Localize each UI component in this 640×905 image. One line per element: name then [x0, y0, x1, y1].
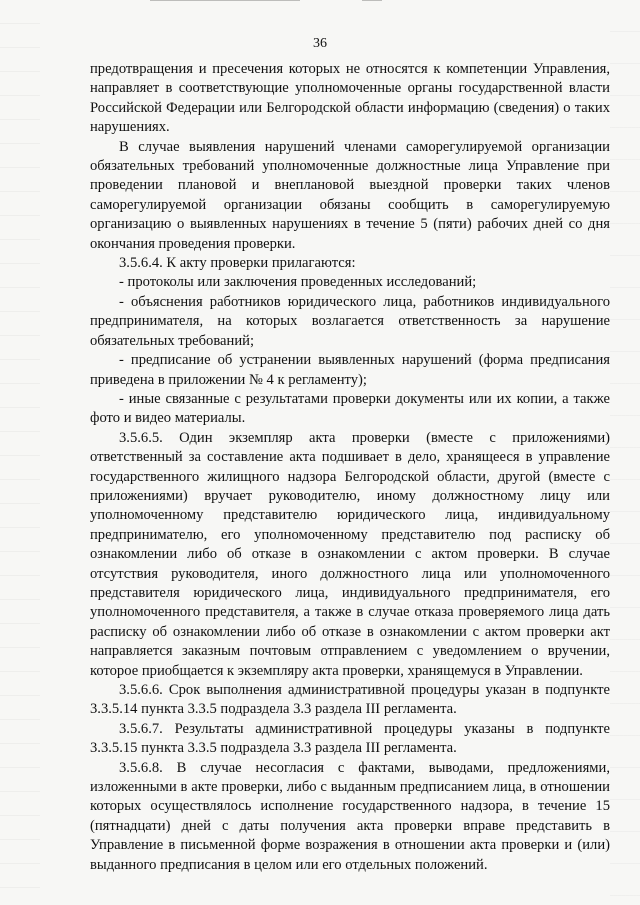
scan-edge-right [610, 0, 640, 905]
scan-artifact-line [362, 0, 382, 1]
list-item: - объяснения работников юридического лица, работников индивидуального предпринимателя, на которых возлагается ответственность за нарушение обязательных требований; [90, 293, 610, 349]
paragraph: 3.5.6.5. Один экземпляр акта проверки (вместе с приложениями) ответственный за составление акта подшивает в дело, хранящееся в управление государственного жилищного надзора Белгородской области, другой (вместе с приложениями) вручает руководителю, иному должностному лицу или уполномоченному представителю юридического лица, индивидуальному предпринимателю, его уполномоченному представителю под расписку об ознакомлении либо об отказе в ознакомлении с актом проверки. В случае отсутствия руководителя, иного должностного лица или уполномоченного представителя юридического лица, индивидуального предпринимателя, его уполномоченного представителя, а также в случае отказа проверяемого лица дать расписку об ознакомлении либо об отказе в ознакомлении с актом проверки акт направляется заказным почтовым отправлением с уведомлением о вручении, которое приобщается к экземпляру акта проверки, хранящемуся в Управлении. [90, 429, 610, 679]
paragraph: предотвращения и пресечения которых не относятся к компетенции Управления, направляет в соответствующие уполномоченные органы государственной власти Российской Федерации или Белгородской области информацию (сведения) о таких нарушениях. [90, 61, 610, 136]
list-item: - иные связанные с результатами проверки документы или их копии, а также фото и видео материалы. [90, 390, 610, 427]
paragraph: В случае выявления нарушений членами саморегулируемой организации обязательных требований уполномоченные должностные лица Управление при проведении плановой и внеплановой выездной проверки таких членов саморегулируемой организации обязаны сообщить в саморегулируемую организацию о выявленных нарушениях в течение 5 (пяти) рабочих дней со дня окончания проведения проверки. [90, 138, 610, 252]
document-body [90, 60, 610, 875]
paragraph: 3.5.6.7. Результаты административной процедуры указаны в подпункте 3.3.5.15 пункта 3.3.5 подраздела 3.3 раздела III регламента. [90, 720, 610, 757]
scan-edge-left [0, 0, 40, 905]
list-item: - предписание об устранении выявленных нарушений (форма предписания приведена в приложении № 4 к регламенту); [90, 352, 610, 388]
paragraph: 3.5.6.4. К акту проверки прилагаются: [119, 255, 356, 272]
paragraph: 3.5.6.8. В случае несогласия с фактами, выводами, предложениями, изложенными в акте проверки, либо с выданным предписанием лица, в отношении которых осуществлялось исполнение государственного надзора, в течение 15 (пятнадцати) дней с даты получения акта проверки вправе представить в Управление в письменной форме возражения в отношении акта проверки и (или) выданного предписания в целом или его отдельных положений. [90, 759, 610, 873]
paragraph: 3.5.6.6. Срок выполнения административной процедуры указан в подпункте 3.3.5.14 пункта 3.3.5 подраздела 3.3 раздела III регламента. [90, 682, 610, 718]
page-number: 36 [313, 36, 327, 51]
scan-artifact-line [150, 0, 300, 1]
list-item: - протоколы или заключения проведенных исследований; [119, 274, 477, 291]
